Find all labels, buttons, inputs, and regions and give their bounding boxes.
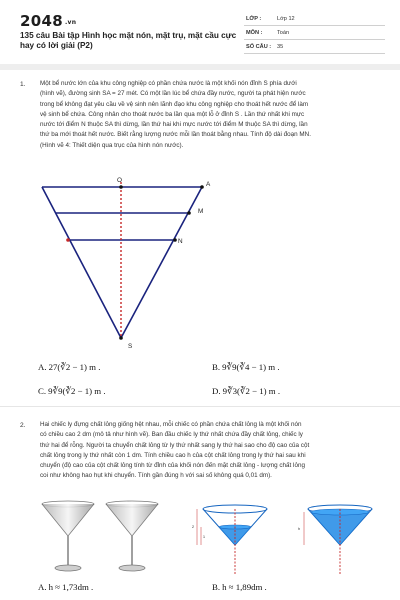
logo-text: 2048 [20,12,63,30]
question-2-text [40,420,385,482]
answer-label: B. [212,362,221,372]
answer-text: h ≈ 1,73dm . [48,582,94,592]
answer-a[interactable] [38,582,93,592]
question-line: chất lỏng trong ly thứ nhất còn 1 dm. Tính chiều cao h của cột chất lỏng trong ly thứ hai sau khi [40,451,306,459]
question-line: chuyển (độ cao của cột chất lỏng tính từ đỉnh của khối nón đến mặt chất lỏng - lượng chất lỏng [40,462,305,470]
answer-label: A. [38,582,47,592]
point-left-n [66,238,70,242]
question-line: (hình vẽ), đường sinh SA = 27 mét. Có một lần lúc bể chứa đầy nước, người ta phát hiện nước [40,90,306,98]
meta-value: 35 [277,44,284,50]
glass-2 [106,501,158,571]
answer-text: 9∛9(∛4 − 1) m . [222,362,280,372]
header [20,12,385,60]
height-label-1dm: 1 [203,535,205,539]
label-o: O [117,177,122,184]
answer-d[interactable] [212,386,280,397]
answer-a[interactable] [38,362,100,373]
header-divider [0,64,400,70]
answer-b[interactable] [212,362,280,373]
point-n [173,238,177,242]
question-line: Hai chiếc ly đựng chất lỏng giống hệt nhau, mỗi chiếc có phần chứa chất lỏng là một khối nón [40,421,302,428]
cone-left-side [42,187,121,338]
meta-key: LỚP : [246,16,262,22]
question-line: Một bể nước lớn của khu công nghiệp có phần chứa nước là một khối nón đỉnh S phía dưới [40,80,297,87]
meta-row-count [244,40,385,54]
height-label-h: h [298,527,300,531]
site-logo[interactable] [20,12,76,30]
cone-first-glass [192,505,267,575]
question-1-text [40,79,385,151]
point-s [119,336,123,340]
liquid-cones-figure [190,493,390,578]
label-n: N [178,238,183,245]
label-s: S [128,343,133,350]
question-line: vệ sinh bể chứa. Công nhân cho thoát nước ba lần qua một lỗ ở đỉnh S . Lần thứ nhất khi mực [40,110,305,118]
question-line: trong bể không đạt yêu cầu về vệ sinh nên lãnh đạo khu công nghiệp cho thoát hết nước để làm [40,100,309,108]
answer-b[interactable] [212,582,267,592]
meta-table [244,12,385,54]
glass-1 [42,501,94,571]
cone-right-side [121,187,202,338]
question-line: có chiều cao 2 dm (mô tả như hình vẽ). Ban đầu chiếc ly thứ nhất chứa đầy chất lỏng, chiếc ly [40,431,303,439]
meta-row-class [244,12,385,26]
meta-value: Toán [277,30,290,36]
meta-row-subject [244,26,385,40]
question-2-number: 2. [20,422,26,429]
answer-label: D. [212,386,221,396]
height-label-2dm: 2 [192,525,194,529]
glasses-figure [38,496,164,576]
answer-text: h ≈ 1,89dm . [222,582,267,592]
answer-text: 27(∛2 − 1) m . [48,362,101,372]
point-a [200,185,204,189]
question-line: thứ ba mới thoát hết nước. Biết rằng lượng nước mỗi lần thoát bằng nhau. Tính độ dài đoạn MN. [40,131,311,139]
point-m [187,211,191,215]
question-line: coi như không hao hụt khi chuyển. Tính gần đúng h với sai số không quá 0,01 dm). [40,472,272,480]
question-line: (Hình vẽ 4: Thiết diện qua trục của hình nón nước). [40,141,184,149]
question-line: thứ hai để rỗng. Người ta chuyển chất lỏng từ ly thứ nhất sang ly thứ hai sao cho độ cao của cột [40,441,310,449]
question-divider [0,406,400,407]
cone-second-glass [298,505,372,575]
answer-c[interactable] [38,386,106,397]
answer-label: C. [38,386,47,396]
point-o [119,185,123,189]
label-m: M [198,208,204,215]
question-1-number: 1. [20,81,26,88]
answer-label: B. [212,582,221,592]
cone-cross-section-figure [30,170,230,355]
document-title: 135 câu Bài tập Hình học mặt nón, mặt trụ, mặt cầu cực hay có lời giải (P2) [20,31,237,50]
logo-suffix: .vn [64,19,77,26]
answer-text: 9∛9(∛2 − 1) m . [48,386,106,396]
question-line: nước tới điểm N thuộc SA thì dừng, lần thứ hai khi mực nước tới điểm M thuộc SA thì dừng, lần [40,121,308,129]
label-a: A [206,181,211,188]
meta-value: Lớp 12 [277,16,295,22]
meta-key: MÔN : [246,30,263,36]
answer-text: 9∛3(∛2 − 1) m . [222,386,281,396]
answer-label: A. [38,362,47,372]
meta-key: SỐ CÂU : [246,44,272,50]
